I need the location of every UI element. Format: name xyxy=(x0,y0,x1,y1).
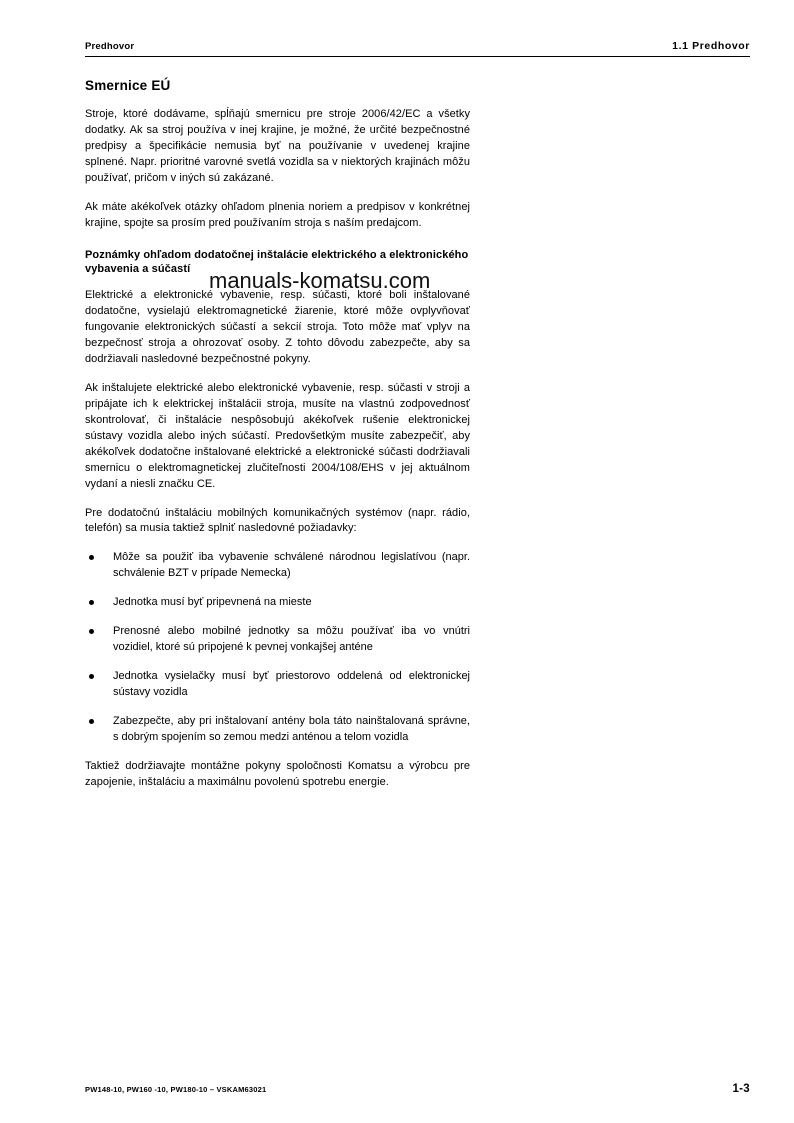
page-header xyxy=(85,40,750,52)
list-item-text: Prenosné alebo mobilné jednotky sa môžu používať iba vo vnútri vozidiel, ktoré sú pripojené k pevnej vonkajšej anténe xyxy=(113,625,470,654)
list-item-text: Zabezpečte, aby pri inštalovaní antény bola táto nainštalovaná správne, s dobrým spojením so zemou medzi anténou a telom vozidla xyxy=(113,714,470,743)
page-number: 1-3 xyxy=(732,1083,750,1095)
list-item xyxy=(85,595,470,611)
paragraph: Stroje, ktoré dodávame, spĺňajú smernicu pre stroje 2006/42/EC a všetky dodatky. Ak sa stroj používa v inej krajine, je možné, že určité bezpečnostné predpisy a špecifikácie nemusia byť na používanie v uvedenej krajine splnené. Napr. prioritné varovné svetlá vozidla sa v niektorých krajinách môžu používať, pričom v iných sú zakázané. xyxy=(85,108,470,184)
bullet-icon xyxy=(89,600,94,605)
bullet-icon xyxy=(89,629,94,634)
list-item-text: Môže sa použiť iba vybavenie schválené národnou legislatívou (napr. schválenie BZT v prípade Nemecka) xyxy=(113,551,470,580)
watermark: manuals-komatsu.com xyxy=(209,268,431,293)
header-section-label: 1.1 Predhovor xyxy=(672,40,750,52)
paragraph: Ak inštalujete elektrické alebo elektronické vybavenie, resp. súčasti v stroji a pripájate ich k elektrickej inštalácii stroja, musíte na vlastnú zodpovednosť skontrolovať, či inštalácie nespôsobujú akékoľvek rušenie elektronickej sústavy vozidla alebo iných súčastí. Predovšetkým musíte zabezpečiť, aby akékoľvek dodatočne inštalované elektrické a elektronické súčasti dodržiavali smernicu o elektromagnetickej zlučiteľnosti 2004/108/EHS v jej aktuálnom vydaní a niesli značku CE. xyxy=(85,381,470,490)
header-chapter-label: Predhovor xyxy=(85,41,135,52)
list-item xyxy=(85,550,470,582)
subsection-title: Poznámky ohľadom dodatočnej inštalácie elektrického a elektronického vybavenia a súčastí xyxy=(85,248,469,276)
paragraph: Taktiež dodržiavajte montážne pokyny spoločnosti Komatsu a výrobcu pre zapojenie, inštaláciu a maximálnu povolenú spotrebu energie. xyxy=(85,759,470,788)
bullet-list xyxy=(85,550,470,745)
list-item xyxy=(85,669,470,701)
paragraph: Elektrické a elektronické vybavenie, resp. súčasti, ktoré boli inštalované dodatočne, vysielajú elektromagnetické žiarenie, ktoré môže ovplyvňovať fungovanie elektronických súčastí a sekcií stroja. Toto môže mať vplyv na bezpečnosť stroja a ohrozovať osoby. Z tohto dôvodu zabezpečte, aby sa dodržiavali nasledovné bezpečnostné pokyny. xyxy=(85,289,470,365)
page-footer xyxy=(85,1083,750,1095)
bullet-icon xyxy=(89,719,94,724)
bullet-icon xyxy=(89,674,94,679)
bullet-icon xyxy=(89,555,94,560)
header-divider xyxy=(85,56,750,57)
footer-document-code: PW148-10, PW160 -10, PW180-10 – VSKAM63021 xyxy=(85,1085,267,1094)
list-item xyxy=(85,624,470,656)
list-item-text: Jednotka vysielačky musí byť priestorovo oddelená od elektronickej sústavy vozidla xyxy=(113,670,470,698)
list-item-text: Jednotka musí byť pripevnená na mieste xyxy=(113,596,312,609)
list-item xyxy=(85,714,470,746)
paragraph: Pre dodatočnú inštaláciu mobilných komunikačných systémov (napr. rádio, telefón) sa musia taktiež splniť nasledovné požiadavky: xyxy=(85,506,470,535)
document-body xyxy=(85,78,470,804)
paragraph: Ak máte akékoľvek otázky ohľadom plnenia noriem a predpisov v konkrétnej krajine, spojte sa prosím pred používaním stroja s naším predajcom. xyxy=(85,200,470,229)
page-title: Smernice EÚ xyxy=(85,78,171,93)
